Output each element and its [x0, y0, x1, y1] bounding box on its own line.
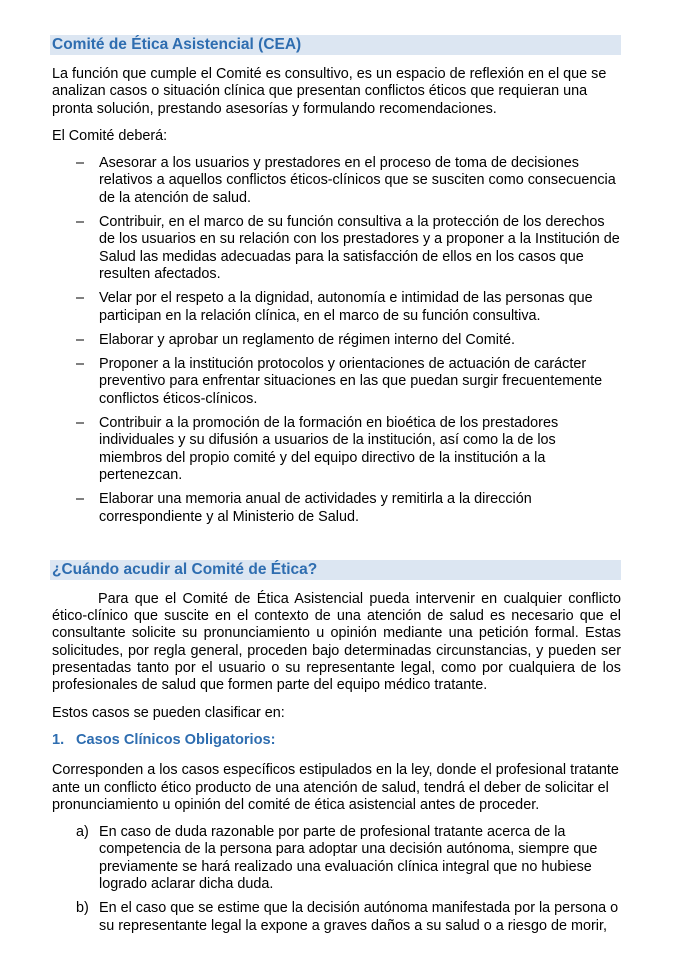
- list-marker: b): [76, 900, 89, 917]
- subheading-text: Casos Clínicos Obligatorios:: [76, 731, 276, 748]
- list-item: [52, 332, 621, 349]
- list-item: [52, 491, 621, 526]
- dash-bullet: –: [76, 290, 85, 307]
- list-item-text: Elaborar una memoria anual de actividades y remitirla a la dirección correspondiente y al Ministerio de Salud.: [99, 491, 532, 525]
- list-item: [52, 214, 621, 283]
- subheading-number: 1.: [52, 731, 65, 748]
- list-item-text: Contribuir a la promoción de la formación en bioética de los prestadores individuales y su difusión a usuarios de la institución, así como la de los miembros del propio comité y del equipo directivo de la institución a la pertenezcan.: [99, 415, 559, 483]
- classify-text: Estos casos se pueden clasificar en:: [52, 704, 285, 721]
- list-item: [52, 356, 621, 408]
- list-item-text: Asesorar a los usuarios y prestadores en el proceso de toma de decisiones relativos a aquellos conflictos éticos-clínicos que se susciten como consecuencia de la atención de salud.: [99, 155, 616, 206]
- list-item-text: En caso de duda razonable por parte de profesional tratante acerca de la competencia de la persona para adoptar una decisión autónoma, siempre que previamente se hará realizado una evaluación clínica integral que no hubiese logrado aclarar dicha duda.: [99, 824, 598, 892]
- dash-bullet: –: [76, 356, 85, 373]
- dash-bullet: –: [76, 155, 85, 172]
- lead-text: El Comité deberá:: [52, 127, 168, 144]
- subheading-obligatory: [52, 732, 621, 749]
- list-item: [52, 415, 621, 484]
- dash-bullet: –: [76, 331, 85, 348]
- when-paragraph: Para que el Comité de Ética Asistencial pueda intervenir en cualquier conflicto ético-clínico que suscite en el contexto de una atención de salud es necesario que el consultante solicite su pronunciamiento u opinión mediante una petición formal. Estas solicitudes, por regla general, proceden bajo determinadas circunstancias, y pueden ser presentadas tanto por el usuario o su representante legal, como por cualquiera de los profesionales de salud que formen parte del equipo médico tratante.: [52, 590, 621, 694]
- dash-bullet: –: [76, 214, 85, 231]
- section-heading-when: ¿Cuándo acudir al Comité de Ética?: [50, 560, 621, 580]
- list-item: [52, 290, 621, 325]
- list-item-text: Contribuir, en el marco de su función consultiva a la protección de los derechos de los usuarios en su relación con los prestadores y a proponer a la Institución de Salud las medidas adecuadas para la satisfacción de ellos en los casos que resulten afectados.: [99, 214, 620, 282]
- cases-list: [52, 824, 621, 935]
- obligatory-paragraph: Corresponden a los casos específicos estipulados en la ley, donde el profesional tratante ante un conflicto ético producto de una atención de salud, tendrá el deber de solicitar el pronunciamiento u opinión del comité de ética asistencial antes de proceder.: [52, 762, 619, 813]
- list-item-text: Elaborar y aprobar un reglamento de régimen interno del Comité.: [99, 331, 515, 348]
- intro-paragraph: La función que cumple el Comité es consultivo, es un espacio de reflexión en el que se analizan casos o situación clínica que presentan conflictos éticos que requieran una pronta solución, prestando asesorías y formulando recomendaciones.: [52, 66, 607, 117]
- list-item-text: Velar por el respeto a la dignidad, autonomía e intimidad de las personas que participan en la relación clínica, en el marco de su función consultiva.: [99, 290, 593, 324]
- dash-bullet: –: [76, 491, 85, 508]
- list-item-text: En el caso que se estime que la decisión autónoma manifestada por la persona o su representante legal la expone a graves daños a su salud o a riesgo de morir,: [99, 900, 619, 934]
- list-item: [52, 155, 621, 207]
- dash-bullet: –: [76, 415, 85, 432]
- list-item-text: Proponer a la institución protocolos y orientaciones de actuación de carácter preventivo para enfrentar situaciones en las que puedan surgir frecuentemente conflictos éticos-clínicos.: [99, 356, 603, 407]
- document-page: [52, 35, 621, 942]
- duties-list: [52, 155, 621, 526]
- list-marker: a): [76, 824, 89, 841]
- section-heading-cea: Comité de Ética Asistencial (CEA): [50, 35, 621, 55]
- list-item: [52, 824, 621, 893]
- list-item: [52, 900, 621, 935]
